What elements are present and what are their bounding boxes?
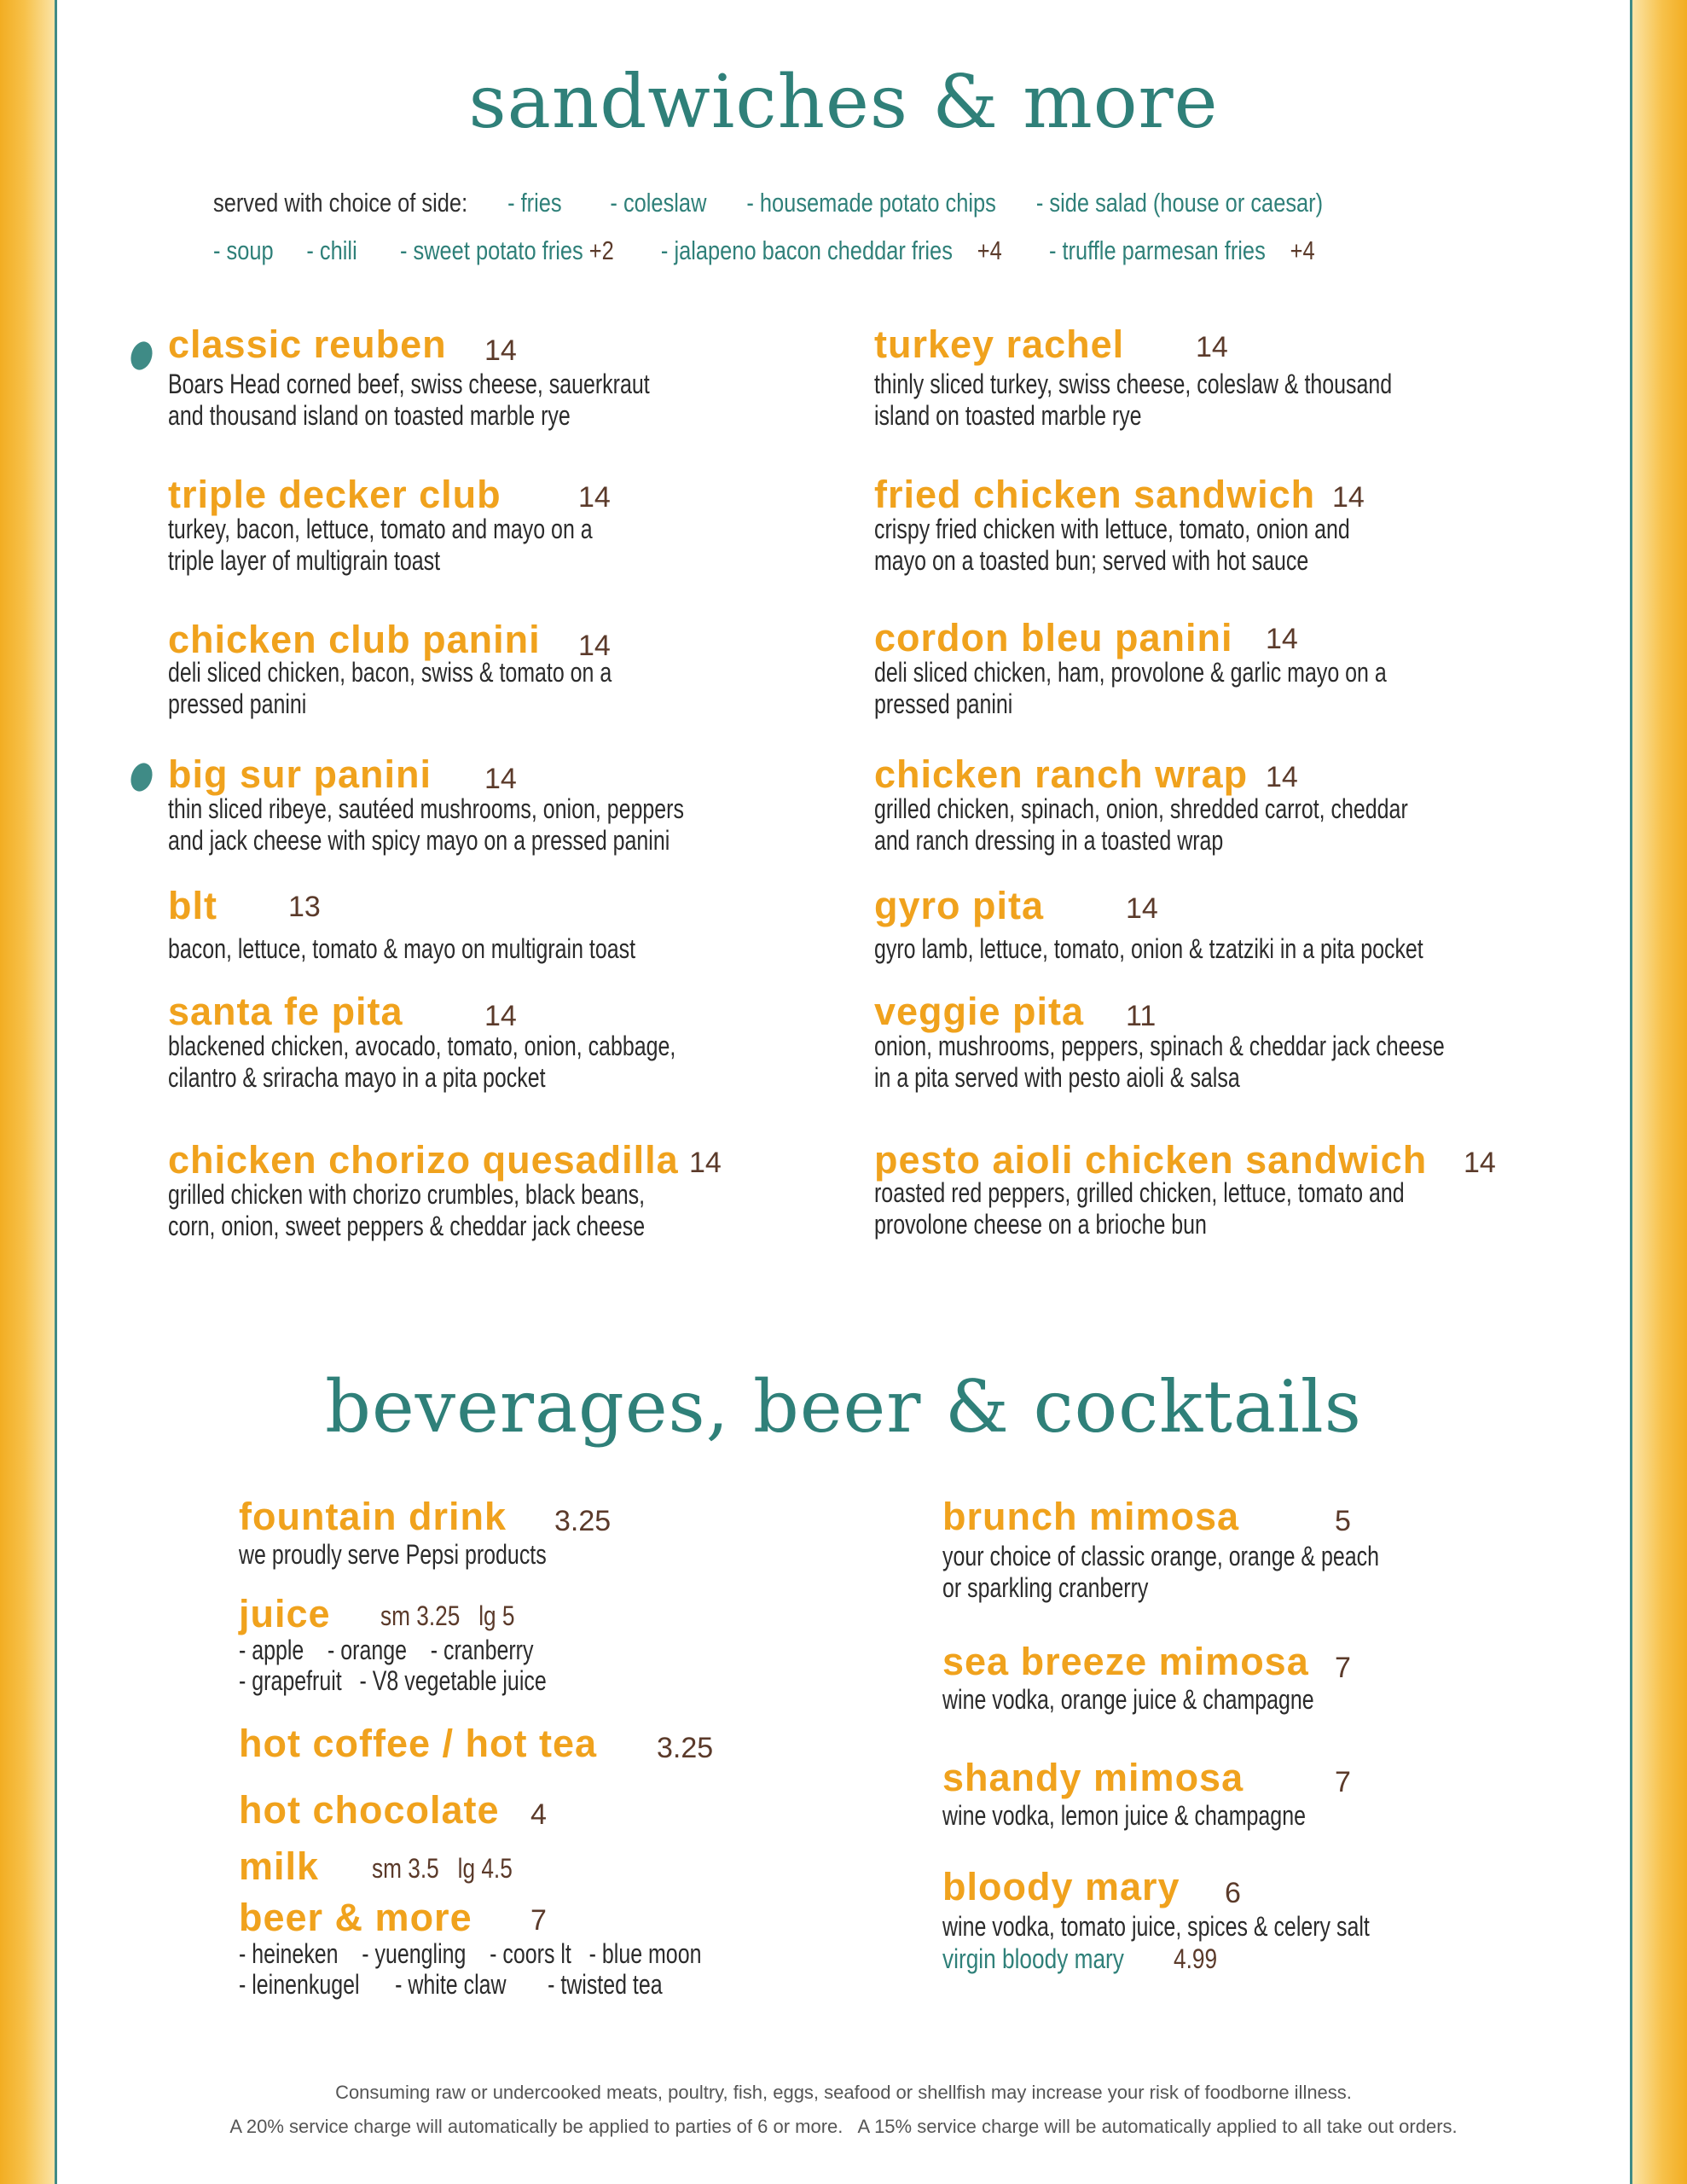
bev-price-brunch-mimosa: 5: [1335, 1505, 1351, 1537]
item-desc-classic-reuben-1: Boars Head corned beef, swiss cheese, sauerkraut: [168, 369, 650, 399]
item-desc-turkey-rachel-2: island on toasted marble rye: [874, 400, 1142, 431]
item-desc-big-sur-panini-1: thin sliced ribeye, sautéed mushrooms, onion, peppers: [168, 793, 684, 824]
item-price-turkey-rachel: 14: [1196, 331, 1228, 363]
item-desc-fried-chicken-sandwich-2: mayo on a toasted bun; served with hot sauce: [874, 545, 1309, 576]
bev-name-hot-coffee-tea: hot coffee / hot tea: [239, 1722, 598, 1765]
sides-intro: served with choice of side:: [213, 188, 468, 218]
bev-price-milk: sm 3.5 lg 4.5: [372, 1853, 513, 1884]
item-desc-veggie-pita-2: in a pita served with pesto aioli & salsa: [874, 1062, 1240, 1093]
bev-list-beer-1: - heineken - yuengling - coors lt - blue moon: [239, 1938, 702, 1969]
item-price-santa-fe-pita: 14: [484, 1000, 517, 1032]
item-price-fried-chicken-sandwich: 14: [1332, 481, 1365, 514]
item-desc-chicken-club-panini-1: deli sliced chicken, bacon, swiss & tomato on a: [168, 657, 612, 688]
bev-name-beer-more: beer & more: [239, 1896, 472, 1939]
item-price-triple-decker-club: 14: [578, 481, 611, 514]
item-name-chicken-club-panini: chicken club panini: [168, 618, 541, 661]
item-name-pesto-aioli-chicken-sandwich: pesto aioli chicken sandwich: [874, 1138, 1428, 1182]
bev-name-brunch-mimosa: brunch mimosa: [942, 1495, 1240, 1538]
side-salad: - side salad (house or caesar): [1035, 188, 1324, 218]
right-border: [1632, 0, 1687, 2184]
item-desc-classic-reuben-2: and thousand island on toasted marble rye: [168, 400, 571, 431]
footer-health-warning: Consuming raw or undercooked meats, poultry, fish, eggs, seafood or shellfish may increase your risk of foodborne illness.: [335, 2082, 1352, 2103]
footer-service-charge: A 20% service charge will automatically be applied to parties of 6 or more. A 15% service charge will be automatically applied to all take out orders.: [229, 2116, 1458, 2137]
bev-desc-brunch-mimosa-1: your choice of classic orange, orange & peach: [942, 1541, 1379, 1571]
item-price-gyro-pita: 14: [1126, 892, 1158, 925]
item-desc-gyro-pita-1: gyro lamb, lettuce, tomato, onion & tzatziki in a pita pocket: [874, 933, 1423, 964]
side-jalapeno-price: +4: [977, 235, 1002, 265]
sandwiches-title: sandwiches & more: [468, 60, 1219, 145]
item-price-veggie-pita: 11: [1126, 1000, 1157, 1032]
item-desc-blt-1: bacon, lettuce, tomato & mayo on multigrain toast: [168, 933, 636, 964]
item-desc-chicken-club-panini-2: pressed panini: [168, 688, 307, 719]
item-desc-pesto-aioli-chicken-sandwich-1: roasted red peppers, grilled chicken, lettuce, tomato and: [874, 1177, 1405, 1208]
bev-price-fountain-drink: 3.25: [554, 1505, 612, 1537]
bev-name-juice: juice: [239, 1592, 331, 1635]
item-name-cordon-bleu-panini: cordon bleu panini: [874, 616, 1233, 659]
side-soup: - soup: [213, 235, 274, 265]
item-name-triple-decker-club: triple decker club: [168, 473, 501, 516]
bev-price-hot-coffee-tea: 3.25: [657, 1732, 714, 1764]
item-desc-turkey-rachel-1: thinly sliced turkey, swiss cheese, coleslaw & thousand: [874, 369, 1393, 399]
bev-name-milk: milk: [239, 1844, 320, 1888]
bev-desc-bloody-mary: wine vodka, tomato juice, spices & celery salt: [942, 1911, 1370, 1942]
item-name-blt: blt: [168, 884, 217, 927]
side-chips: - housemade potato chips: [746, 188, 996, 218]
item-name-big-sur-panini: big sur panini: [168, 752, 432, 796]
item-name-gyro-pita: gyro pita: [874, 884, 1045, 927]
item-price-chicken-club-panini: 14: [578, 630, 611, 662]
item-desc-veggie-pita-1: onion, mushrooms, peppers, spinach & cheddar jack cheese: [874, 1031, 1445, 1061]
sides-row-1: [213, 188, 1323, 218]
item-desc-chicken-chorizo-quesadilla-1: grilled chicken with chorizo crumbles, black beans,: [168, 1179, 646, 1210]
bev-desc-sea-breeze-mimosa: wine vodka, orange juice & champagne: [942, 1684, 1314, 1715]
bev-price-shandy-mimosa: 7: [1335, 1766, 1351, 1798]
item-name-chicken-chorizo-quesadilla: chicken chorizo quesadilla: [168, 1138, 679, 1182]
item-desc-cordon-bleu-panini-1: deli sliced chicken, ham, provolone & garlic mayo on a: [874, 657, 1387, 688]
bev-name-sea-breeze-mimosa: sea breeze mimosa: [942, 1640, 1309, 1683]
item-price-classic-reuben: 14: [484, 334, 517, 367]
item-name-turkey-rachel: turkey rachel: [874, 322, 1125, 366]
item-name-classic-reuben: classic reuben: [168, 322, 447, 366]
bev-name-bloody-mary: bloody mary: [942, 1865, 1180, 1908]
item-name-veggie-pita: veggie pita: [874, 990, 1085, 1033]
side-sweet-potato: - sweet potato fries: [399, 235, 583, 265]
item-desc-triple-decker-club-1: turkey, bacon, lettuce, tomato and mayo on a: [168, 514, 593, 544]
side-truffle-price: +4: [1290, 235, 1315, 265]
bev-desc-fountain-drink: we proudly serve Pepsi products: [239, 1539, 547, 1570]
side-truffle: - truffle parmesan fries: [1048, 235, 1266, 265]
left-border: [0, 0, 55, 2184]
bev-name-fountain-drink: fountain drink: [239, 1495, 507, 1538]
side-sweet-potato-price: +2: [588, 235, 614, 265]
side-chili: - chili: [306, 235, 357, 265]
item-desc-santa-fe-pita-2: cilantro & sriracha mayo in a pita pocket: [168, 1062, 546, 1093]
bev-price-sea-breeze-mimosa: 7: [1335, 1652, 1351, 1684]
bev-price-juice: sm 3.25 lg 5: [380, 1600, 515, 1631]
item-desc-chicken-ranch-wrap-2: and ranch dressing in a toasted wrap: [874, 825, 1224, 856]
item-price-pesto-aioli-chicken-sandwich: 14: [1464, 1147, 1496, 1179]
bev-price-virgin-bloody-mary: 4.99: [1174, 1943, 1218, 1974]
item-price-big-sur-panini: 14: [484, 763, 517, 795]
item-desc-fried-chicken-sandwich-1: crispy fried chicken with lettuce, tomato, onion and: [874, 514, 1350, 544]
bev-list-juice-2: - grapefruit - V8 vegetable juice: [239, 1665, 547, 1696]
bev-price-bloody-mary: 6: [1225, 1877, 1241, 1909]
bev-name-hot-chocolate: hot chocolate: [239, 1788, 500, 1832]
bev-name-shandy-mimosa: shandy mimosa: [942, 1756, 1244, 1799]
bev-name-virgin-bloody-mary: virgin bloody mary: [942, 1943, 1124, 1974]
bev-desc-brunch-mimosa-2: or sparkling cranberry: [942, 1572, 1149, 1603]
item-name-chicken-ranch-wrap: chicken ranch wrap: [874, 752, 1249, 796]
item-desc-big-sur-panini-2: and jack cheese with spicy mayo on a pressed panini: [168, 825, 670, 856]
item-desc-chicken-chorizo-quesadilla-2: corn, onion, sweet peppers & cheddar jack cheese: [168, 1211, 646, 1241]
side-jalapeno: - jalapeno bacon cheddar fries: [660, 235, 953, 265]
bev-price-beer-more: 7: [530, 1904, 547, 1937]
item-price-blt: 13: [288, 891, 321, 923]
item-price-cordon-bleu-panini: 14: [1266, 623, 1298, 655]
side-coleslaw: - coleslaw: [610, 188, 707, 218]
item-desc-pesto-aioli-chicken-sandwich-2: provolone cheese on a brioche bun: [874, 1209, 1207, 1240]
bev-price-hot-chocolate: 4: [530, 1798, 547, 1831]
item-name-santa-fe-pita: santa fe pita: [168, 990, 403, 1033]
item-name-fried-chicken-sandwich: fried chicken sandwich: [874, 473, 1316, 516]
item-price-chicken-chorizo-quesadilla: 14: [689, 1147, 722, 1179]
item-desc-cordon-bleu-panini-2: pressed panini: [874, 688, 1013, 719]
item-price-chicken-ranch-wrap: 14: [1266, 761, 1298, 793]
item-desc-chicken-ranch-wrap-1: grilled chicken, spinach, onion, shredded carrot, cheddar: [874, 793, 1408, 824]
sides-row-2: [213, 235, 1315, 266]
bev-list-beer-2: - leinenkugel - white claw - twisted tea: [239, 1969, 663, 2000]
beverages-title: beverages, beer & cocktails: [325, 1365, 1362, 1449]
item-desc-triple-decker-club-2: triple layer of multigrain toast: [168, 545, 441, 576]
side-fries: - fries: [507, 188, 562, 218]
bev-desc-shandy-mimosa: wine vodka, lemon juice & champagne: [942, 1800, 1306, 1831]
bev-list-juice-1: - apple - orange - cranberry: [239, 1635, 534, 1665]
item-desc-santa-fe-pita-1: blackened chicken, avocado, tomato, onion, cabbage,: [168, 1031, 676, 1061]
